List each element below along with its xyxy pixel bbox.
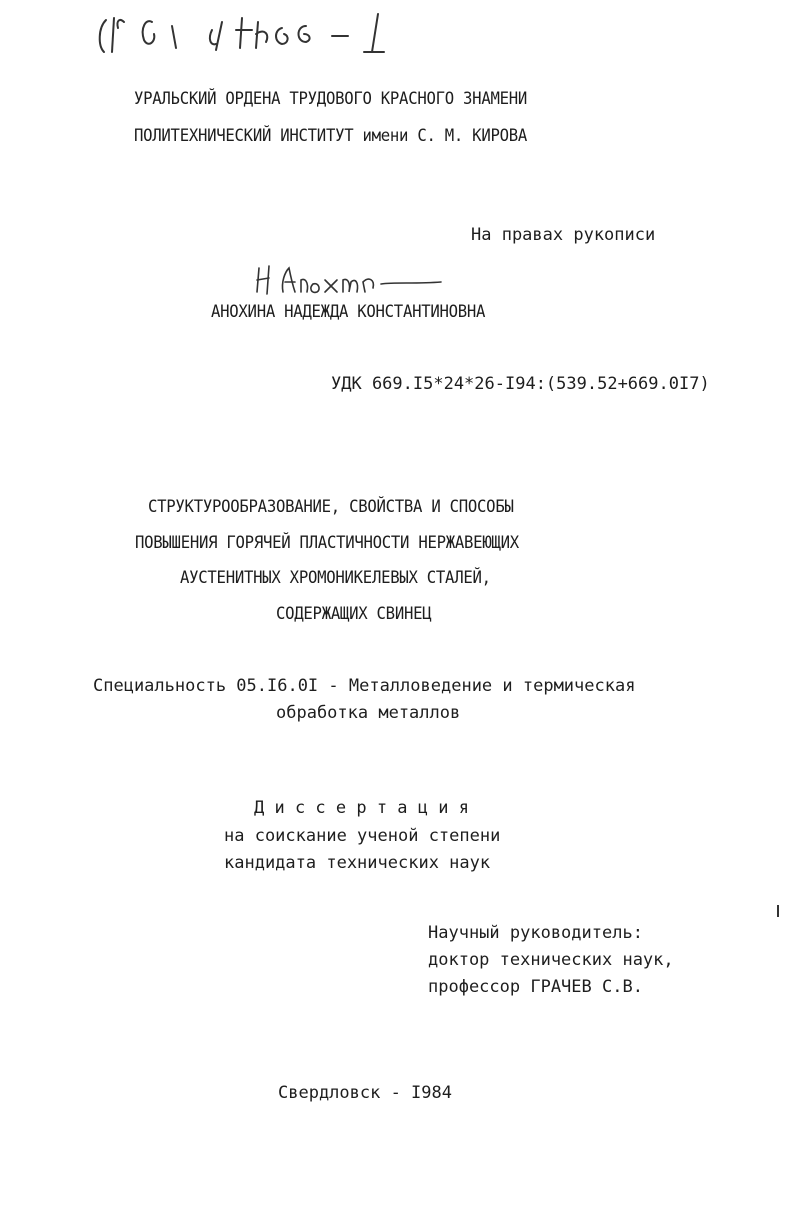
- manuscript-note: На правах рукописи: [471, 225, 656, 245]
- dissertation-degree-line: на соискание ученой степени: [224, 826, 501, 846]
- supervisor-degree: доктор технических наук,: [428, 950, 674, 970]
- supervisor-name: профессор ГРАЧЕВ С.В.: [428, 977, 643, 997]
- title-line-4: СОДЕРЖАЩИХ СВИНЕЦ: [276, 604, 432, 624]
- specialty-line-2: обработка металлов: [276, 703, 461, 723]
- place-and-year: Свердловск - I984: [278, 1083, 452, 1103]
- author-signature: [255, 262, 445, 298]
- archive-handwritten-mark: [92, 8, 402, 58]
- supervisor-label: Научный руководитель:: [428, 923, 643, 943]
- specialty-line-1: Специальность 05.I6.0I - Металловедение и термическая: [93, 676, 636, 696]
- author-name: АНОХИНА НАДЕЖДА КОНСТАНТИНОВНА: [211, 302, 486, 322]
- title-line-3: АУСТЕНИТНЫХ ХРОМОНИКЕЛЕВЫХ СТАЛЕЙ,: [180, 568, 491, 588]
- margin-mark: [777, 905, 779, 917]
- institution-line-1: УРАЛЬСКИЙ ОРДЕНА ТРУДОВОГО КРАСНОГО ЗНАМЕНИ: [134, 89, 528, 109]
- title-line-2: ПОВЫШЕНИЯ ГОРЯЧЕЙ ПЛАСТИЧНОСТИ НЕРЖАВЕЮЩИХ: [135, 533, 519, 553]
- institution-line-2: ПОЛИТЕХНИЧЕСКИЙ ИНСТИТУТ имени С. М. КИРОВА: [134, 126, 528, 146]
- udc-code: УДК 669.I5*24*26-I94:(539.52+669.0I7): [331, 374, 710, 394]
- dissertation-field-line: кандидата технических наук: [224, 853, 491, 873]
- title-line-1: СТРУКТУРООБРАЗОВАНИЕ, СВОЙСТВА И СПОСОБЫ: [148, 497, 514, 517]
- dissertation-heading: Д и с с е р т а ц и я: [254, 798, 469, 818]
